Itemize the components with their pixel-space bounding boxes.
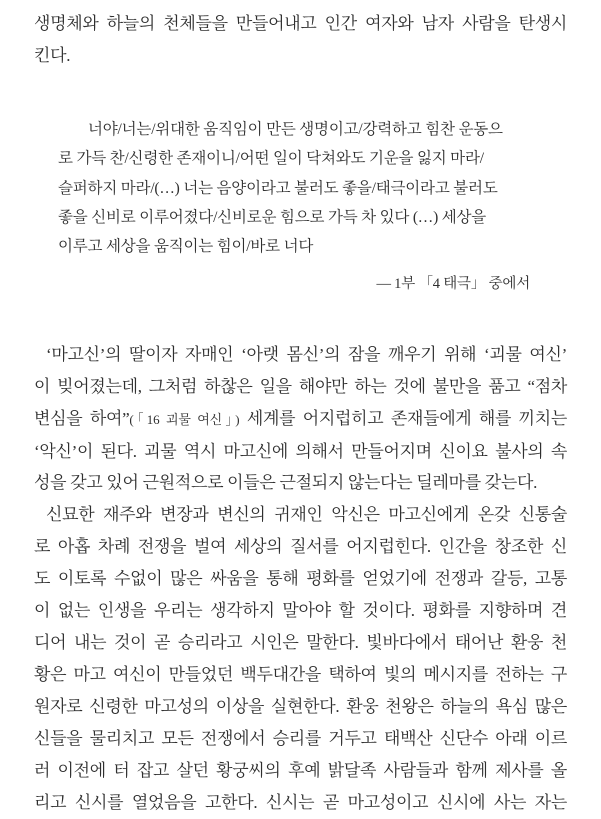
- inline-citation: (「16 괴물 여신」): [129, 411, 240, 427]
- body-text-line: 생명체와 하늘의 천체들을 만들어내고 인간 여자와 남자 사람을 탄생시: [34, 14, 567, 33]
- body-text-line: ‘악신’이 된다. 괴물 역시 마고신에 의해서 만들어지며 신이요 불사의 속: [34, 441, 567, 461]
- body-text-line: 원자로 신령한 마고성의 이상을 실현한다. 환웅 천왕은 하늘의 욕심 많은: [34, 696, 567, 716]
- poem-line: 로 가득 찬/신령한 존재이니/어떤 일이 닥쳐와도 기운을 잃지 마라/: [58, 150, 484, 168]
- body-text-line: 신묘한 재주와 변장과 변신의 귀재인 악신은 마고신에게 온갖 신통술: [46, 505, 567, 525]
- paragraph-evil-god-wars: [34, 499, 567, 818]
- paragraph-goddess-monster: [34, 339, 567, 500]
- quote-attribution: — 1부 「4 태극」 중에서: [376, 275, 530, 292]
- body-text-line: 러 이전에 터 잡고 살던 황궁씨의 후예 밝달족 사람들과 함께 제사를 올: [34, 760, 567, 780]
- body-text-segment: 변심을 하여”: [34, 408, 130, 428]
- paragraph-continuation: [34, 8, 567, 72]
- poem-quote-block: [58, 115, 567, 262]
- body-text-line: 킨다.: [34, 45, 71, 65]
- body-text-line: 황은 마고 여신이 만들었던 백두대간을 택하여 빛의 메시지를 전하는 구: [34, 664, 567, 684]
- body-text-line: 신들을 물리치고 모든 전쟁에서 승리를 거두고 태백산 신단수 아래 이르: [34, 728, 567, 748]
- poem-line: 좋을 신비로 이루어졌다/신비로운 힘으로 가득 차 있다 (…) 세상을: [58, 209, 487, 227]
- body-text-line: 이 빚어졌는데, 그처럼 하찮은 일을 해야만 하는 것에 불만을 품고 “점차: [34, 376, 567, 396]
- poem-line: 이루고 세상을 움직이는 힘이/바로 너다: [58, 238, 314, 256]
- body-text-line: 도 이토록 수없이 많은 싸움을 통해 평화를 얻었기에 전쟁과 갈등, 고통: [34, 569, 567, 589]
- body-text-line: 디어 내는 것이 곧 승리라고 시인은 말한다. 빛바다에서 태어난 환웅 천: [34, 633, 567, 652]
- body-text-line: 리고 신시를 열었음을 고한다. 신시는 곧 마고성이고 신시에 사는 자는: [34, 792, 567, 812]
- body-text-line: 이 없는 인생을 우리는 생각하지 말아야 할 것이다. 평화를 지향하며 견: [34, 601, 567, 621]
- body-text-line-with-citation: [34, 403, 567, 436]
- body-text-line: 성을 갖고 있어 근원적으로 이들은 근절되지 않는다는 딜레마를 갖는다.: [34, 473, 538, 493]
- poem-line: 슬퍼하지 마라/(…) 너는 음양이라고 불러도 좋을/태극이라고 불러도: [58, 179, 498, 197]
- body-text-segment: 세계를 어지럽히고 존재들에게 해를 끼치는: [239, 408, 567, 428]
- body-text-line: ‘마고신’의 딸이자 자매인 ‘아랫 몸신’의 잠을 깨우기 위해 ‘괴물 여신’: [46, 344, 567, 364]
- body-text-line: 로 아홉 차례 전쟁을 벌여 세상의 질서를 어지럽힌다. 인간을 창조한 신: [34, 537, 567, 557]
- poem-line: 너야/너는/위대한 움직임이 만든 생명이고/강력하고 힘찬 운동으: [88, 120, 503, 138]
